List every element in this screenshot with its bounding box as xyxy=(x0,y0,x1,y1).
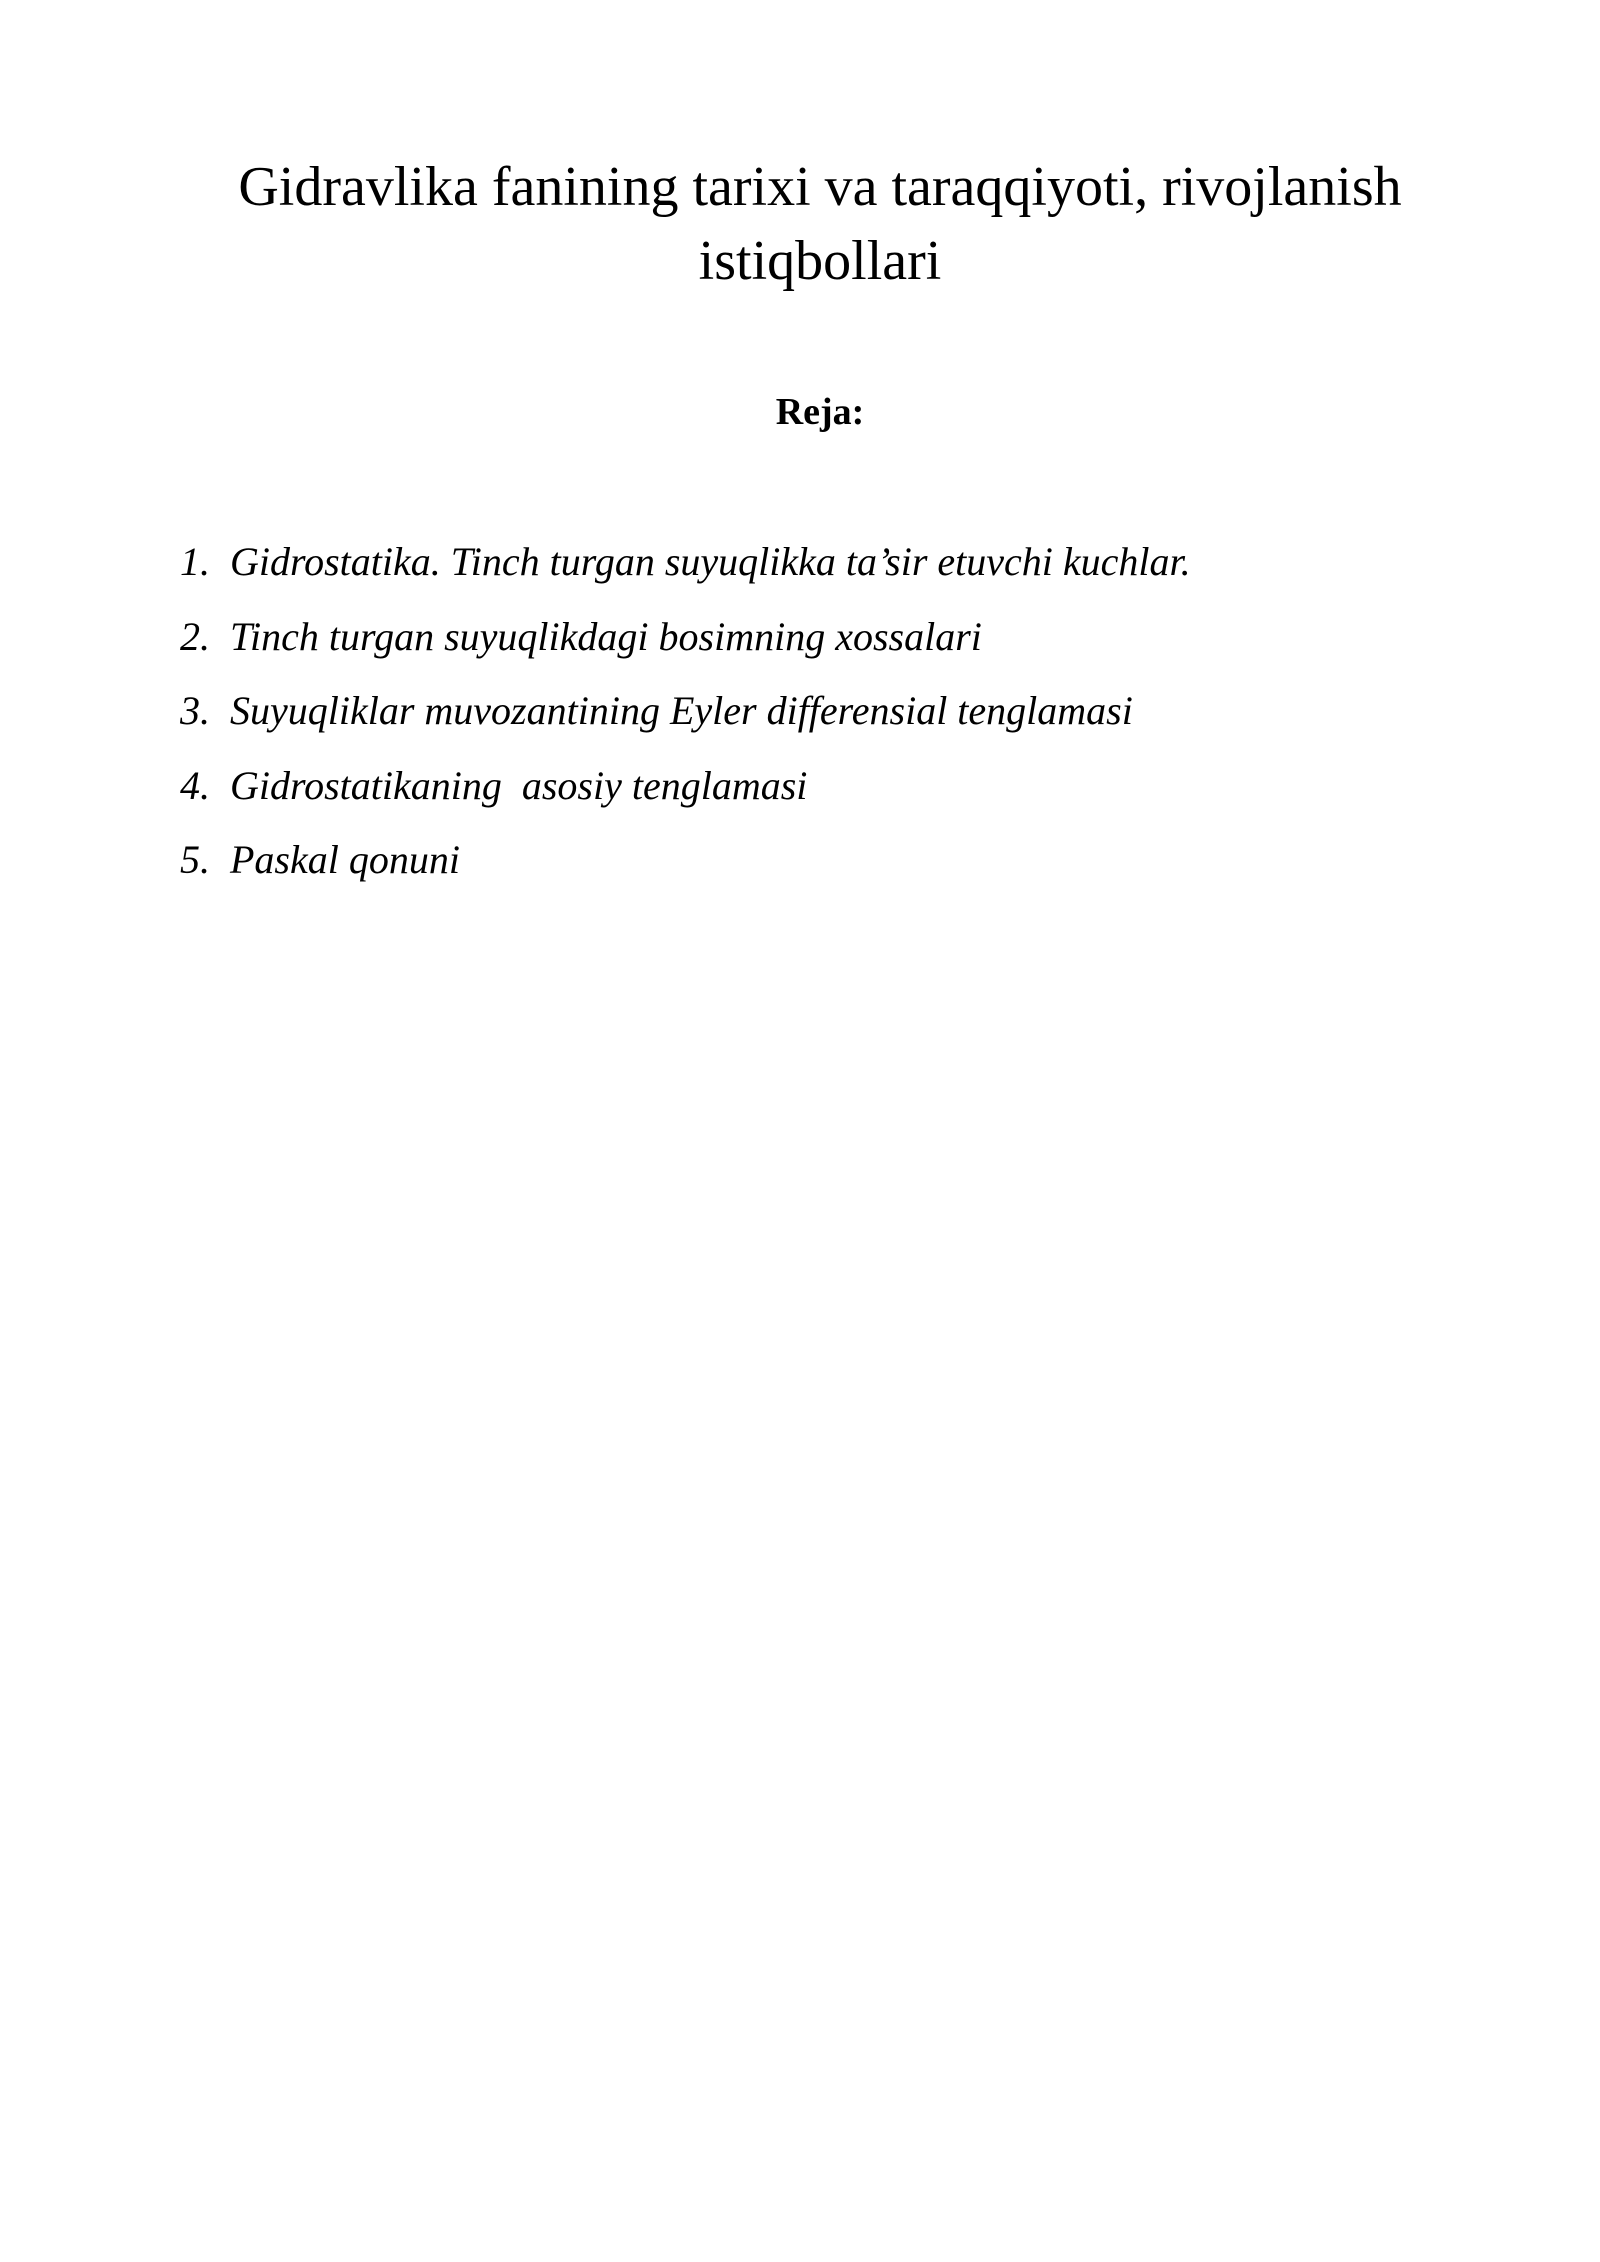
plan-item-5 xyxy=(180,830,1191,905)
plan-item-2 xyxy=(180,607,1191,682)
plan-item-text: Gidrostatikaning asosiy tenglamasi xyxy=(230,762,808,808)
plan-item-1 xyxy=(180,532,1191,607)
document-title: Gidravlika fanining tarixi va taraqqiyoti, rivojlanish istiqbollari xyxy=(238,156,1402,292)
plan-item-number: 5. xyxy=(180,837,210,882)
plan-item-text: Tinch turgan suyuqlikdagi bosimning xossalari xyxy=(230,613,982,659)
plan-item-number: 1. xyxy=(180,539,210,584)
plan-list xyxy=(180,532,1191,905)
plan-item-number: 3. xyxy=(180,688,210,733)
plan-item-number: 2. xyxy=(180,613,210,659)
plan-item-text: Suyuqliklar muvozantining Eyler differensial tenglamasi xyxy=(230,688,1133,733)
plan-item-number: 4. xyxy=(180,762,210,808)
plan-heading: Reja: xyxy=(775,391,865,433)
plan-item-4 xyxy=(180,756,1191,831)
plan-item-text: Gidrostatika. Tinch turgan suyuqlikka ta’sir etuvchi kuchlar. xyxy=(230,539,1191,584)
plan-item-3 xyxy=(180,681,1191,756)
plan-item-text: Paskal qonuni xyxy=(230,837,460,882)
